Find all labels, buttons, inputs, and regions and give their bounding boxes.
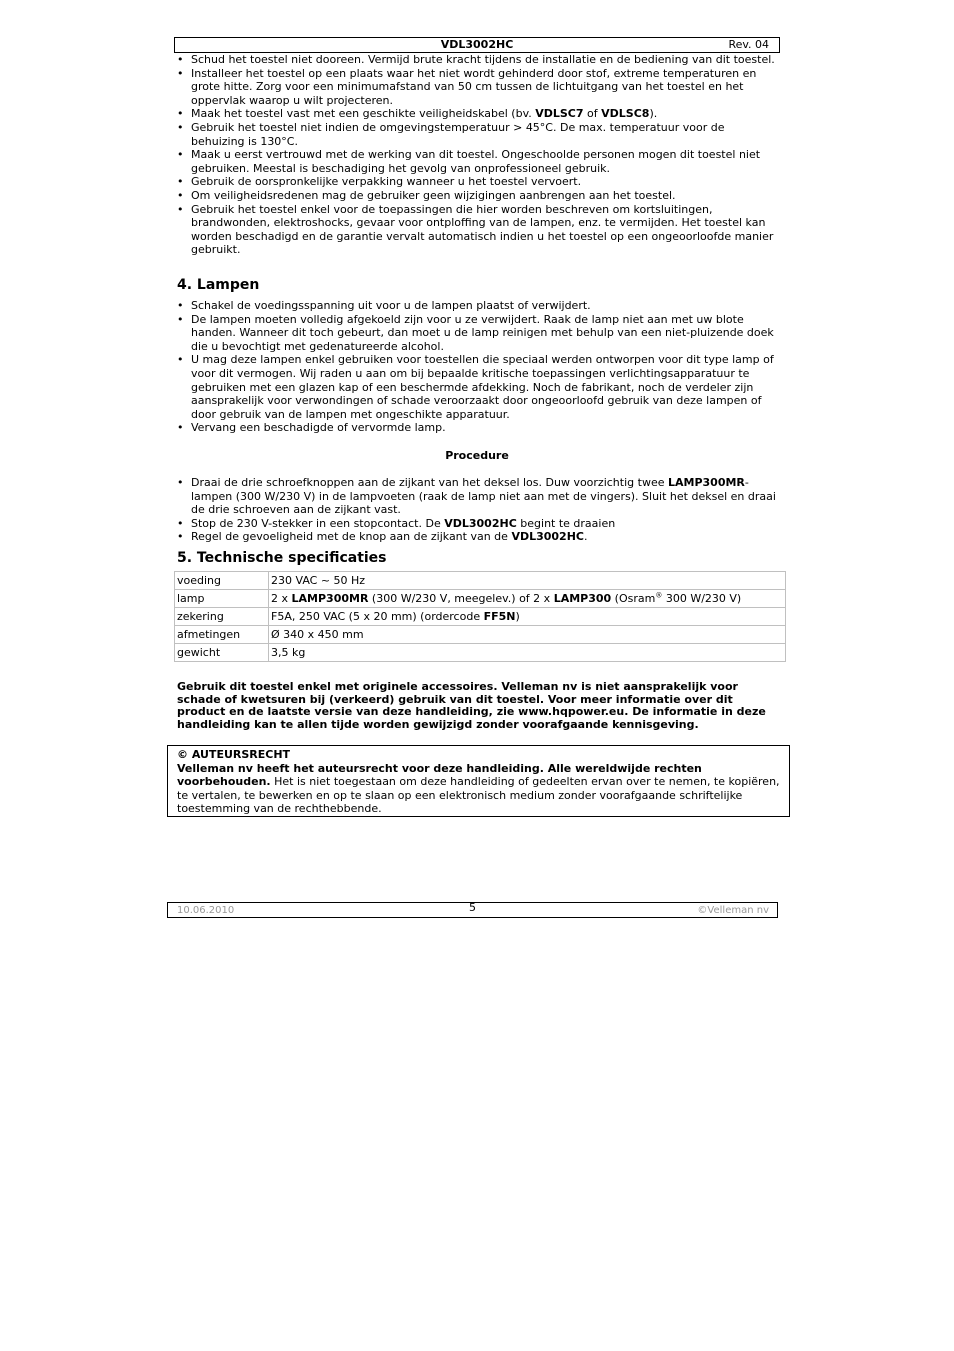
procedure-title: Procedure — [445, 449, 509, 462]
header-model: VDL3002HC — [440, 38, 514, 51]
spec-table — [174, 571, 786, 662]
spec-value: 2 x LAMP300MR (300 W/230 V, meegelev.) of 2 x LAMP300 (Osram® 300 W/230 V) — [269, 590, 786, 608]
copyright-text: Velleman nv heeft het auteursrecht voor deze handleiding. Alle wereldwijde rechten voorbehouden. Het is niet toegestaan om deze handleiding of gedeelten ervan over te nemen, te kopiëren, te vertalen, te bewerken en op te slaan op een elektronisch medium zonder voorafgaande schriftelijke toestemming van de rechthebbende. — [177, 761, 780, 816]
copyright-title: © AUTEURSRECHT — [177, 748, 291, 761]
list-item: • Gebruik het toestel enkel voor de toepassingen die hier worden beschreven om kortsluitingen, brandwonden, elektroshocks, gevaar voor ontploffing van de lampen, enz. te vermijden. Het toestel kan worden beschadigd en de garantie vervalt automatisch indien u het toestel op een ongeoorloofde manier gebruikt. — [174, 203, 780, 257]
list-item: • Gebruik het toestel niet indien de omgevingstemperatuur > 45°C. De max. temperatuur voor de behuizing is 130°C. — [174, 121, 780, 148]
spec-value: 3,5 kg — [269, 644, 786, 662]
header-revision: Rev. 04 — [728, 38, 769, 51]
list-item: • De lampen moeten volledig afgekoeld zijn voor u ze verwijdert. Raak de lamp niet aan met uw blote handen. Wanneer dit toch gebeurt, dan moet u de lamp reinigen met behulp van een niet-pluizende doek die u bevochtigt met gedenatureerde alcohol. — [174, 313, 780, 354]
table-row — [175, 590, 786, 608]
list-item: • Installeer het toestel op een plaats waar het niet wordt gehinderd door stof, extreme temperaturen en grote hitte. Zorg voor een minimumafstand van 50 cm tussen de lichtuitgang van het toestel en het oppervlak waarop u wilt projecteren. — [174, 67, 780, 108]
list-item: • Vervang een beschadigde of vervormde lamp. — [174, 421, 780, 435]
table-row — [175, 644, 786, 662]
list-item: • Schud het toestel niet dooreen. Vermijd brute kracht tijdens de installatie en de bediening van dit toestel. — [174, 53, 780, 67]
spec-value: 230 VAC ~ 50 Hz — [269, 572, 786, 590]
copyright-box — [167, 745, 790, 817]
section-4-title: 4. Lampen — [177, 277, 260, 293]
list-item: • Maak u eerst vertrouwd met de werking van dit toestel. Ongeschoolde personen mogen dit toestel niet gebruiken. Meestal is beschadiging het gevolg van onprofessioneel gebruik. — [174, 148, 780, 175]
lamp-list — [174, 299, 780, 435]
list-item: • Regel de gevoeligheid met de knop aan de zijkant van de VDL3002HC. — [174, 530, 780, 544]
safety-list — [174, 53, 780, 257]
page-number: 5 — [469, 901, 476, 914]
spec-key: voeding — [175, 572, 269, 590]
spec-value: F5A, 250 VAC (5 x 20 mm) (ordercode FF5N) — [269, 608, 786, 626]
list-item: • U mag deze lampen enkel gebruiken voor toestellen die speciaal werden ontworpen voor dit type lamp of voor dit vermogen. Wij raden u aan om bij bepaalde kritische toepassingen verlichtingsapparatuur te gebruiken met een glazen kap of een beschermde afdekking. Noch de fabrikant, noch de verdeler zijn aansprakelijk voor verwondingen of schade veroorzaakt door ongeoorloofd gebruik van deze lampen of door gebruik van de lampen met ongeschikte apparatuur. — [174, 353, 780, 421]
list-item: • Gebruik de oorspronkelijke verpakking wanneer u het toestel vervoert. — [174, 175, 780, 189]
list-item: • Draai de drie schroefknoppen aan de zijkant van het deksel los. Duw voorzichtig twee LAMP300MR-lampen (300 W/230 V) in de lampvoeten (raak de lamp niet aan met de vingers). Sluit het deksel en draai de drie schroeven aan de zijkant vast. — [174, 476, 780, 517]
footer-date: 10.06.2010 — [177, 905, 235, 916]
page-footer — [167, 902, 778, 918]
list-item: • Schakel de voedingsspanning uit voor u de lampen plaatst of verwijdert. — [174, 299, 780, 313]
list-item: • Maak het toestel vast met een geschikte veiligheidskabel (bv. VDLSC7 of VDLSC8). — [174, 107, 780, 121]
spec-key: zekering — [175, 608, 269, 626]
footer-copyright: ©Velleman nv — [697, 905, 769, 916]
spec-key: lamp — [175, 590, 269, 608]
list-item: • Om veiligheidsredenen mag de gebruiker geen wijzigingen aanbrengen aan het toestel. — [174, 189, 780, 203]
spec-key: afmetingen — [175, 626, 269, 644]
table-row — [175, 626, 786, 644]
section-5-title: 5. Technische specificaties — [177, 550, 387, 566]
table-row — [175, 572, 786, 590]
spec-key: gewicht — [175, 644, 269, 662]
page-header — [174, 37, 780, 53]
spec-value: Ø 340 x 450 mm — [269, 626, 786, 644]
table-row — [175, 608, 786, 626]
list-item: • Stop de 230 V-stekker in een stopcontact. De VDL3002HC begint te draaien — [174, 517, 780, 531]
procedure-list — [174, 476, 780, 544]
accessories-notice: Gebruik dit toestel enkel met originele accessoires. Velleman nv is niet aansprakelijk voor schade of kwetsuren bij (verkeerd) gebruik van dit toestel. Voor meer informatie over dit product en de laatste versie van deze handleiding, zie www.hqpower.eu. De informatie in deze handleiding kan te allen tijde worden gewijzigd zonder voorafgaande kennisgeving. — [177, 680, 766, 731]
